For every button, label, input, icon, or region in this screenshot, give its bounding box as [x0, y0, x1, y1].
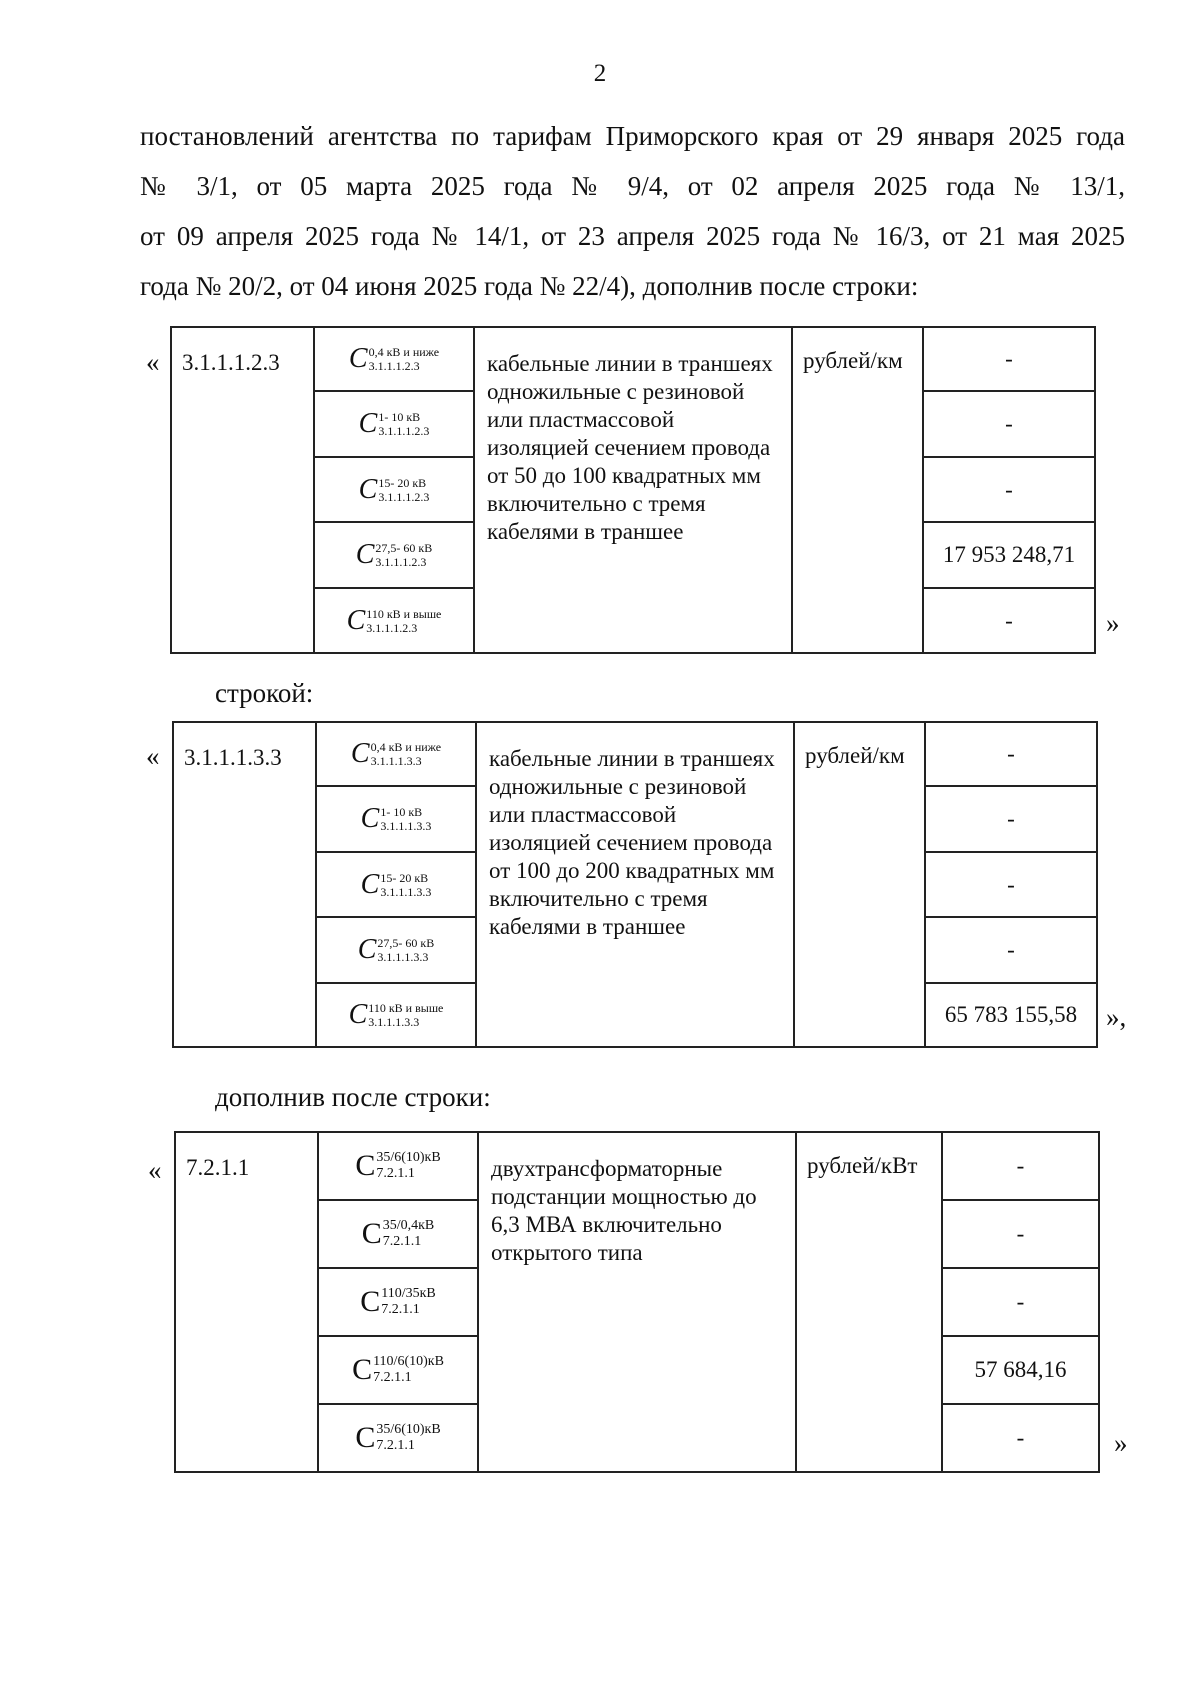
rate-value: 65 783 155,58: [925, 983, 1097, 1047]
close-quote: »: [1114, 1428, 1128, 1458]
rate-value: -: [942, 1132, 1099, 1200]
row-code: 3.1.1.1.3.3: [173, 722, 316, 1047]
rate-value: 57 684,16: [942, 1336, 1099, 1404]
intro-line: года № 20/2, от 04 июня 2025 года № 22/4), дополнив после строки:: [140, 271, 919, 301]
row-unit: рублей/км: [792, 327, 923, 653]
rate-value: -: [925, 786, 1097, 852]
rate-symbol: C 1- 10 кВ 3.1.1.1.3.3: [316, 786, 476, 852]
rate-symbol: C 15- 20 кВ 3.1.1.1.2.3: [314, 457, 474, 522]
rate-symbol: C 35/6(10)кВ 7.2.1.1: [318, 1404, 478, 1472]
rate-value: -: [923, 327, 1095, 391]
intro-line: № 3/1, от 05 марта 2025 года № 9/4, от 02 апреля 2025 года № 13/1,: [140, 171, 1125, 201]
rate-value: -: [942, 1404, 1099, 1472]
row-code: 7.2.1.1: [175, 1132, 318, 1472]
row-unit: рублей/кВт: [796, 1132, 942, 1472]
rate-symbol: C 27,5- 60 кВ 3.1.1.1.3.3: [316, 917, 476, 983]
row-description: кабельные линии в траншеях одножильные с резиновой или пластмассовой изоляцией сечением провода от 100 до 200 квадратных мм включительно с тремя кабелями в траншее: [476, 722, 794, 1047]
rate-symbol: C 0,4 кВ и ниже 3.1.1.1.3.3: [316, 722, 476, 786]
row-unit: рублей/км: [794, 722, 925, 1047]
rate-symbol: C 110/35кВ 7.2.1.1: [318, 1268, 478, 1336]
close-quote: »,: [1106, 1002, 1127, 1032]
intro-paragraph: [140, 111, 1125, 311]
rate-value: 17 953 248,71: [923, 522, 1095, 588]
rate-symbol: C 110 кВ и выше 3.1.1.1.3.3: [316, 983, 476, 1047]
tariff-table-3: [174, 1131, 1100, 1473]
rate-value: -: [923, 391, 1095, 457]
rate-value: -: [925, 722, 1097, 786]
label-replace-with: строкой:: [215, 678, 314, 708]
rate-symbol: C 15- 20 кВ 3.1.1.1.3.3: [316, 852, 476, 917]
rate-value: -: [923, 588, 1095, 653]
rate-value: -: [925, 917, 1097, 983]
page-number: 2: [593, 60, 607, 87]
close-quote: »: [1106, 608, 1120, 638]
rate-value: -: [925, 852, 1097, 917]
rate-symbol: C 35/0,4кВ 7.2.1.1: [318, 1200, 478, 1268]
open-quote: «: [146, 347, 160, 377]
rate-value: -: [942, 1268, 1099, 1336]
intro-line: от 09 апреля 2025 года № 14/1, от 23 апреля 2025 года № 16/3, от 21 мая 2025: [140, 221, 1125, 251]
row-code: 3.1.1.1.2.3: [171, 327, 314, 653]
row-description: кабельные линии в траншеях одножильные с резиновой или пластмассовой изоляцией сечением провода от 50 до 100 квадратных мм включительно с тремя кабелями в траншее: [474, 327, 792, 653]
tariff-table-1: [170, 326, 1096, 654]
intro-line: постановлений агентства по тарифам Приморского края от 29 января 2025 года: [140, 121, 1125, 151]
open-quote: «: [148, 1155, 162, 1185]
rate-symbol: C 27,5- 60 кВ 3.1.1.1.2.3: [314, 522, 474, 588]
rate-symbol: C 1- 10 кВ 3.1.1.1.2.3: [314, 391, 474, 457]
open-quote: «: [146, 741, 160, 771]
rate-symbol: C 35/6(10)кВ 7.2.1.1: [318, 1132, 478, 1200]
rate-symbol: C 110/6(10)кВ 7.2.1.1: [318, 1336, 478, 1404]
rate-symbol: C 0,4 кВ и ниже 3.1.1.1.2.3: [314, 327, 474, 391]
rate-symbol: C 110 кВ и выше 3.1.1.1.2.3: [314, 588, 474, 653]
rate-value: -: [923, 457, 1095, 522]
tariff-table-2: [172, 721, 1098, 1048]
label-add-after: дополнив после строки:: [215, 1082, 491, 1112]
rate-value: -: [942, 1200, 1099, 1268]
row-description: двухтрансформаторные подстанции мощностью до 6,3 МВА включительно открытого типа: [478, 1132, 796, 1472]
